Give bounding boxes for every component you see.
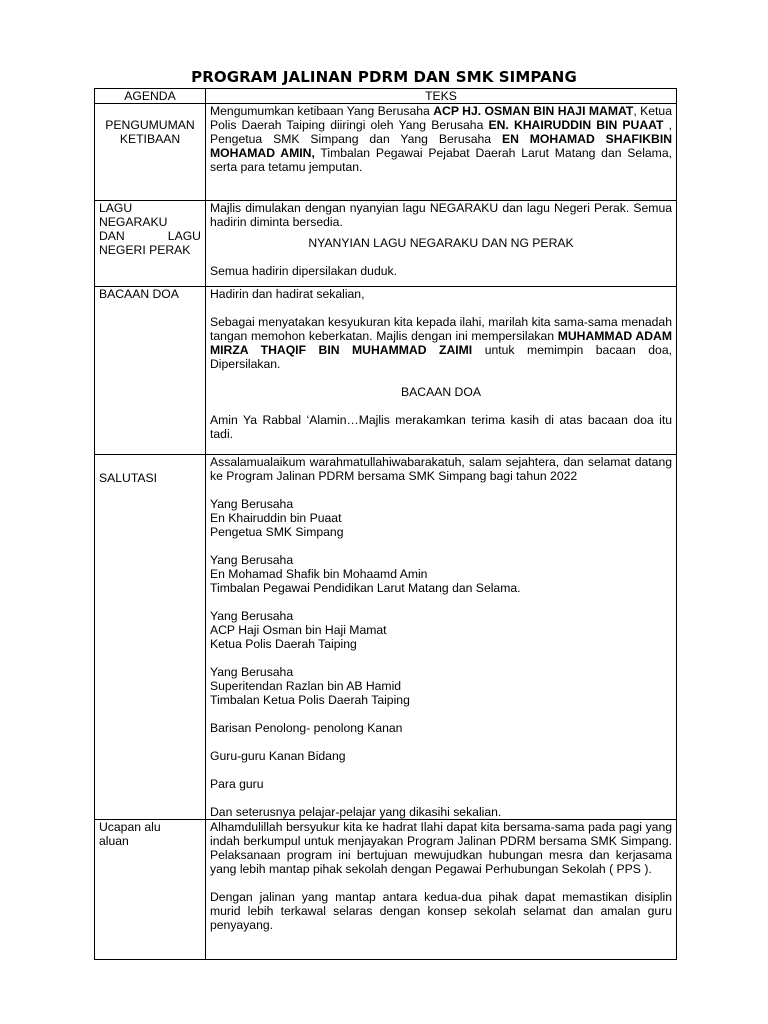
- teks-header: TEKS: [206, 89, 677, 104]
- text-paragraph: Amin Ya Rabbal ‘Alamin…Majlis merakamkan terima kasih di atas bacaan doa itu tadi.: [210, 413, 672, 441]
- guest-line: Dan seterusnya pelajar-pelajar yang dikasihi sekalian.: [210, 805, 502, 819]
- centered-heading: BACAAN DOA: [401, 385, 481, 399]
- agenda-label-justified: [99, 229, 201, 243]
- text-span: Timbalan Pegawai Pejabat Daerah Larut Matang dan Selama, serta para tetamu jemputan.: [210, 146, 672, 174]
- agenda-label: NEGERI PERAK: [99, 243, 191, 257]
- agenda-cell: [95, 820, 206, 960]
- guest-line: Superitendan Razlan bin AB Hamid: [210, 679, 402, 693]
- text-paragraph: Assalamualaikum warahmatullahiwabarakatuh, salam sejahtera, dan selamat datang ke Program Jalinan PDRM bersama SMK Simpang bagi tahun 2022: [210, 455, 672, 483]
- table-header-row: [95, 89, 677, 104]
- text-cell: [206, 201, 677, 287]
- announcement-paragraph: [210, 104, 672, 174]
- text-span: Sebagai menyatakan kesyukuran kita kepada ilahi, marilah kita sama-sama menadah tangan memohon keberkatan. Majlis dengan ini mempersilakan: [210, 315, 672, 343]
- guest-line: Pengetua SMK Simpang: [210, 525, 344, 539]
- guest-line: Yang Berusaha: [210, 665, 294, 679]
- text-cell: [206, 287, 677, 455]
- agenda-label: Ucapan alu: [99, 820, 161, 834]
- agenda-table: [94, 88, 677, 960]
- agenda-cell: [95, 104, 206, 201]
- guest-line: Timbalan Ketua Polis Daerah Taiping: [210, 693, 410, 707]
- guest-line: En Khairuddin bin Puaat: [210, 511, 342, 525]
- agenda-label: KETIBAAN: [119, 132, 181, 146]
- table-row: [95, 104, 677, 201]
- guest-line: Yang Berusaha: [210, 553, 294, 567]
- text-paragraph: [210, 315, 672, 371]
- guest-line: Barisan Penolong- penolong Kanan: [210, 721, 403, 735]
- bold-name: EN MOHAMAD SHAFIKBIN MOHAMAD AMIN,: [210, 132, 673, 160]
- table-row: [95, 201, 677, 287]
- agenda-label: LAGU: [167, 229, 201, 243]
- guest-block: [210, 497, 672, 539]
- guest-line: Yang Berusaha: [210, 497, 294, 511]
- agenda-label: LAGU: [99, 201, 133, 215]
- agenda-label: SALUTASI: [99, 471, 158, 485]
- guest-line: Timbalan Pegawai Pendidikan Larut Matang dan Selama.: [210, 581, 521, 595]
- guest-block: [210, 609, 672, 651]
- guest-line: ACP Haji Osman bin Haji Mamat: [210, 623, 387, 637]
- agenda-label: DAN: [99, 229, 125, 243]
- table-row: [95, 455, 677, 820]
- guest-line: En Mohamad Shafik bin Mohaamd Amin: [210, 567, 428, 581]
- text-paragraph: Hadirin dan hadirat sekalian,: [210, 287, 365, 301]
- text-paragraph: Alhamdulillah bersyukur kita ke hadrat Ilahi dapat kita bersama-sama pada pagi yang indah berkumpul untuk menjayakan Program Jalinan PDRM bersama SMK Simpang. Pelaksanaan program ini bertujuan mewujudkan hubungan mesra dan kerjasama yang lebih mantap pihak sekolah dengan Pegawai Perhubungan Sekolah ( PPS ).: [210, 820, 672, 876]
- agenda-label: PENGUMUMAN: [105, 118, 195, 132]
- guest-block: [210, 553, 672, 595]
- centered-heading: NYANYIAN LAGU NEGARAKU DAN NG PERAK: [308, 236, 574, 250]
- guest-line: Para guru: [210, 777, 264, 791]
- guest-line: Guru-guru Kanan Bidang: [210, 749, 346, 763]
- text-span: , Pengetua SMK Simpang dan Yang Berusaha: [210, 118, 672, 146]
- agenda-label: aluan: [99, 834, 129, 848]
- text-span: Mengumumkan ketibaan Yang Berusaha: [210, 104, 434, 118]
- agenda-cell: [95, 201, 206, 287]
- text-paragraph: Majlis dimulakan dengan nyanyian lagu NEGARAKU dan lagu Negeri Perak. Semua hadirin diminta bersedia.: [210, 201, 672, 229]
- guest-line: Ketua Polis Daerah Taiping: [210, 637, 357, 651]
- text-cell: [206, 455, 677, 820]
- table-row: [95, 287, 677, 455]
- agenda-label: BACAAN DOA: [99, 287, 179, 301]
- table-row: [95, 820, 677, 960]
- text-span: untuk memimpin bacaan doa, Dipersilakan.: [210, 343, 672, 371]
- agenda-cell: [95, 455, 206, 820]
- guest-line: Yang Berusaha: [210, 609, 294, 623]
- text-span: , Ketua Polis Daerah Taiping diiringi oleh Yang Berusaha: [210, 104, 672, 132]
- text-paragraph: Dengan jalinan yang mantap antara kedua-dua pihak dapat memastikan disiplin murid lebih terkawal selaras dengan konsep sekolah selamat dan amalan guru penyayang.: [210, 890, 672, 932]
- text-paragraph: Semua hadirin dipersilakan duduk.: [210, 264, 397, 278]
- text-cell: [206, 104, 677, 201]
- guest-block: [210, 665, 672, 707]
- agenda-label: NEGARAKU: [99, 215, 168, 229]
- page-title: PROGRAM JALINAN PDRM DAN SMK SIMPANG: [191, 68, 577, 86]
- text-cell: [206, 820, 677, 960]
- agenda-cell: [95, 287, 206, 455]
- bold-name: ACP HJ. OSMAN BIN HAJI MAMAT: [433, 104, 634, 118]
- agenda-header: AGENDA: [95, 89, 206, 104]
- bold-name: MUHAMMAD ADAM MIRZA THAQIF BIN MUHAMMAD ZAIMI: [210, 329, 672, 357]
- bold-name: EN. KHAIRUDDIN BIN PUAAT: [488, 118, 664, 132]
